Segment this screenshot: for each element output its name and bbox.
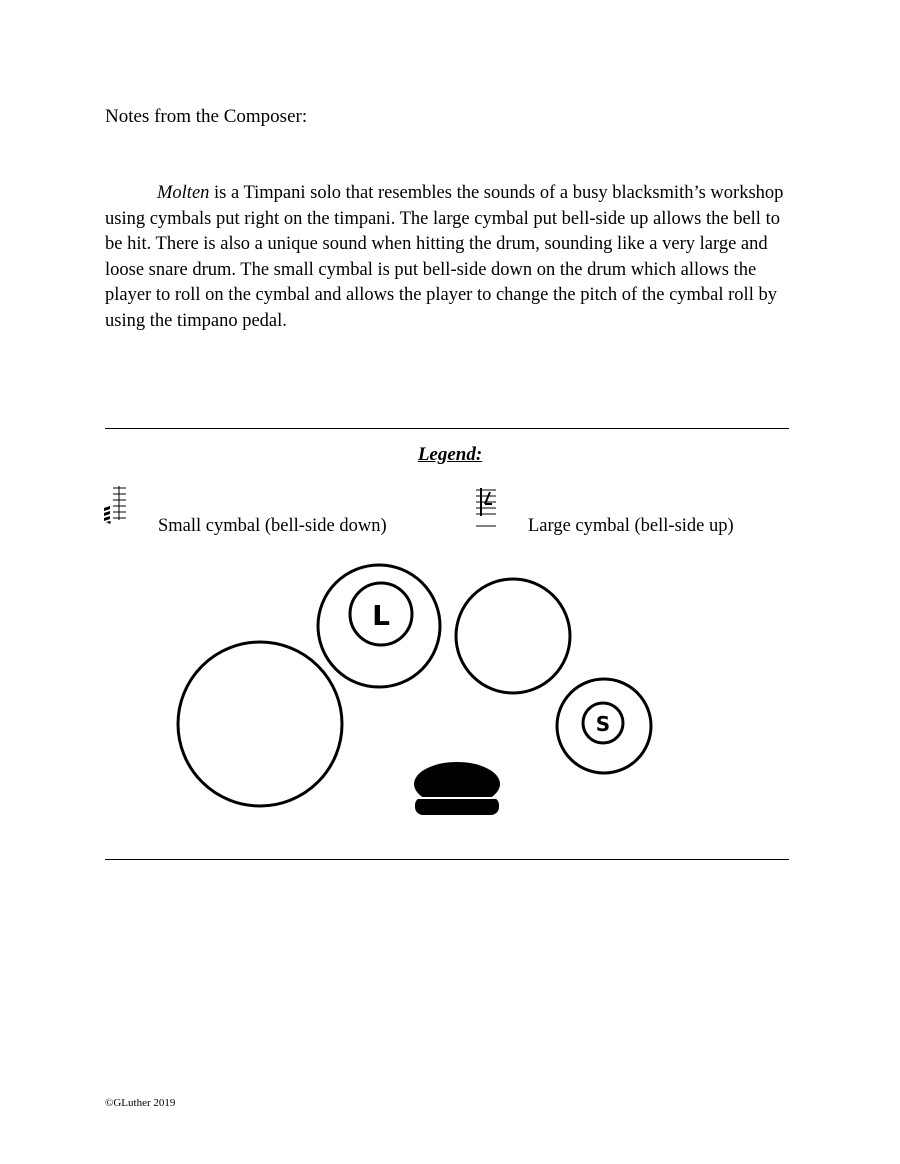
timpano-large bbox=[178, 642, 342, 806]
piece-title: Molten bbox=[157, 183, 210, 203]
paragraph-body: is a Timpani solo that resembles the sounds of a busy blacksmith’s workshop using cymbals put right on the timpani. The large cymbal put bell-side up allows the bell to be hit. There is also a unique sound when hitting the drum, sounding like a very large and loose snare drum. The small cymbal is put bell-side down on the drum which allows the player to roll on the cymbal and allows the player to change the pitch of the cymbal roll by using the timpano pedal. bbox=[105, 183, 784, 331]
large-cymbal-letter: L bbox=[372, 599, 390, 632]
legend-title: Legend: bbox=[417, 444, 483, 465]
stool-icon bbox=[414, 762, 500, 815]
timpano-medium bbox=[456, 579, 570, 693]
small-cymbal-label: Small cymbal (bell-side down) bbox=[158, 516, 387, 536]
small-cymbal-letter: S bbox=[595, 712, 611, 736]
copyright: ©GLuther 2019 bbox=[105, 1097, 176, 1109]
bottom-divider bbox=[105, 859, 789, 860]
notes-heading: Notes from the Composer: bbox=[105, 106, 308, 127]
large-cymbal-label: Large cymbal (bell-side up) bbox=[528, 516, 734, 536]
